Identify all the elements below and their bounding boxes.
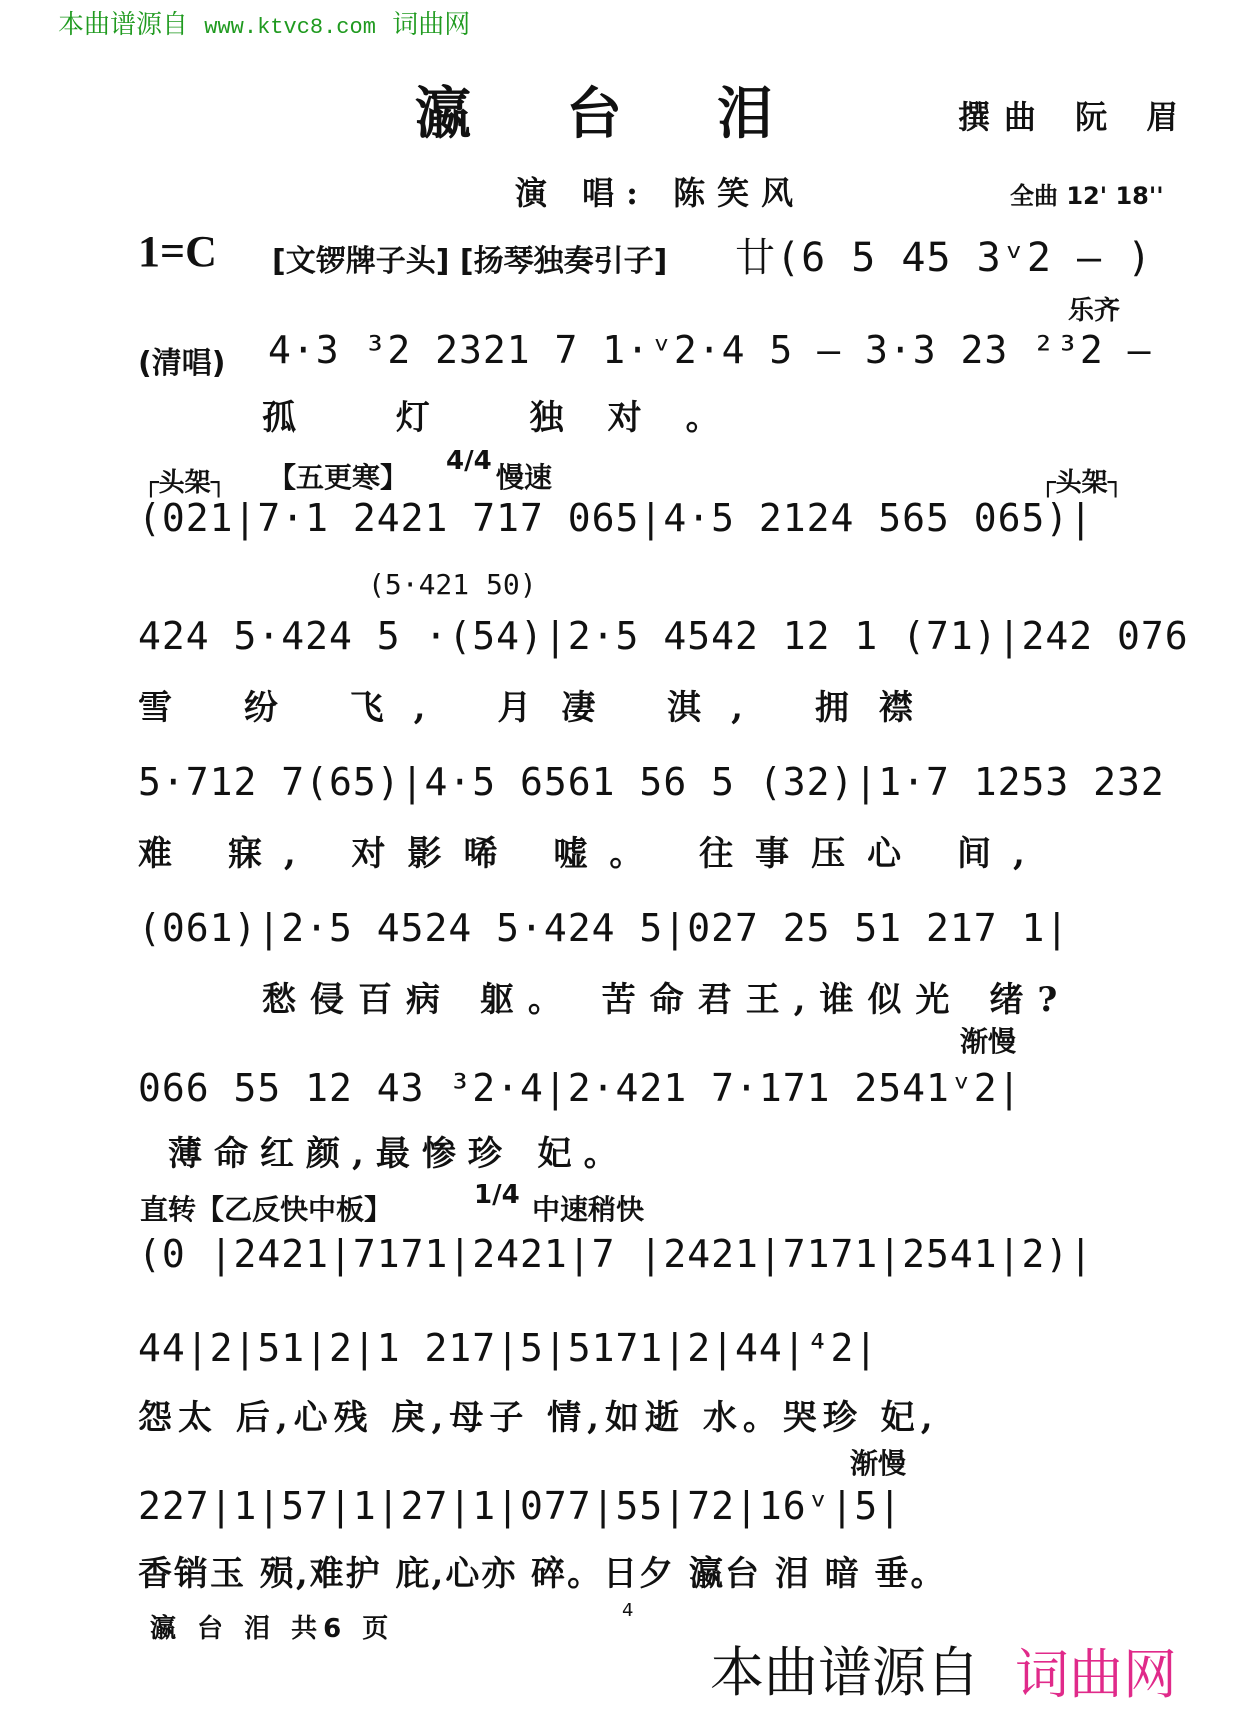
section1-notes: (021|7·1 2421 717 065|4·5 2124 565 065)| [138, 496, 1094, 540]
intro-notes: 廿(6 5 45 3ᵛ2 — ) [735, 235, 1153, 281]
section1-tempo: 慢速 [496, 461, 553, 494]
footer-page-info: 瀛 台 泪 共6 页 [150, 1614, 395, 1644]
line1-label: (清唱) [138, 346, 226, 381]
score-title: 瀛台泪 [415, 81, 868, 147]
intro-label: [文锣牌子头] [扬琴独奏引子] [272, 244, 668, 279]
line4-lyrics: 难 寐, 对影唏 嘘。 往事压心 间, [138, 834, 1047, 874]
line9-lyrics: 香销玉 殒,难护 庇,心亦 碎。日夕 瀛台 泪 暗 垂。 [138, 1554, 947, 1594]
section2-time: 1/4 [474, 1180, 520, 1210]
line5-notes: (061)|2·5 4524 5·424 5|027 25 51 217 1| [138, 906, 1070, 950]
duration: 全曲 12' 18'' [1010, 182, 1164, 210]
line4-notes: 5·712 7(65)|4·5 6561 56 5 (32)|1·7 1253 232 [138, 760, 1165, 804]
section1-label: 【五更寒】 [268, 461, 409, 494]
site-header-left: 本曲谱源自 [58, 10, 189, 40]
line6-notes: 066 55 12 43 ³2·4|2·421 7·171 2541ᵛ2| [138, 1066, 1022, 1110]
line8-lyrics: 怨太 后,心残 戾,母子 情,如逝 水。哭珍 妃, [138, 1398, 939, 1438]
watermark-right: 词曲网 [1015, 1643, 1177, 1706]
line6-tempo: 渐慢 [960, 1025, 1017, 1058]
line8-notes: 44|2|51|2|1 217|5|5171|2|44|⁴2| [138, 1326, 879, 1370]
site-url-link[interactable]: www.ktvc8.com [204, 15, 376, 40]
watermark-left: 本曲谱源自 [710, 1641, 980, 1704]
line6-lyrics: 薄命红颜,最惨珍 妃。 [168, 1134, 630, 1174]
line1-lyrics: 孤 灯 独对。 [262, 398, 764, 438]
line5-lyrics: 愁侵百病 躯。 苦命君王,谁似光 绪? [262, 980, 1072, 1020]
line3-above: (5·421 50) [368, 568, 537, 601]
key-signature: 1=C [138, 227, 217, 276]
line9-notes: 227|1|57|1|27|1|077|55|72|16ᵛ|5| [138, 1484, 903, 1528]
section2-tempo: 中速稍快 [532, 1193, 645, 1226]
tou-jia-left: ┌头架┐ [143, 468, 227, 498]
site-header [58, 4, 470, 41]
section2-label: 直转【乙反快中板】 [140, 1193, 393, 1226]
tou-jia-right: ┌头架┐ [1040, 468, 1124, 498]
section2-notes: (0 |2421|7171|2421|7 |2421|7171|2541|2)| [138, 1232, 1094, 1276]
line3-notes: 424 5·424 5 ·(54)|2·5 4542 12 1 (71)|242 076 [138, 614, 1189, 658]
line1-notes: 4·3 ³2 2321 7 1·ᵛ2·4 5 — 3·3 23 ²³2 — [268, 328, 1152, 372]
composer-credit: 撰曲 阮 眉 [958, 98, 1193, 136]
line9-tempo: 渐慢 [850, 1447, 907, 1480]
singer-credit: 演 唱: 陈笑风 [515, 174, 806, 212]
line3-lyrics: 雪 纷 飞, 月凄 淇, 拥襟 [138, 688, 943, 728]
page-number: 4 [622, 1600, 634, 1621]
site-header-right: 词曲网 [392, 10, 471, 40]
section1-time: 4/4 [446, 446, 492, 476]
line1-mark: 乐齐 [1068, 296, 1121, 326]
